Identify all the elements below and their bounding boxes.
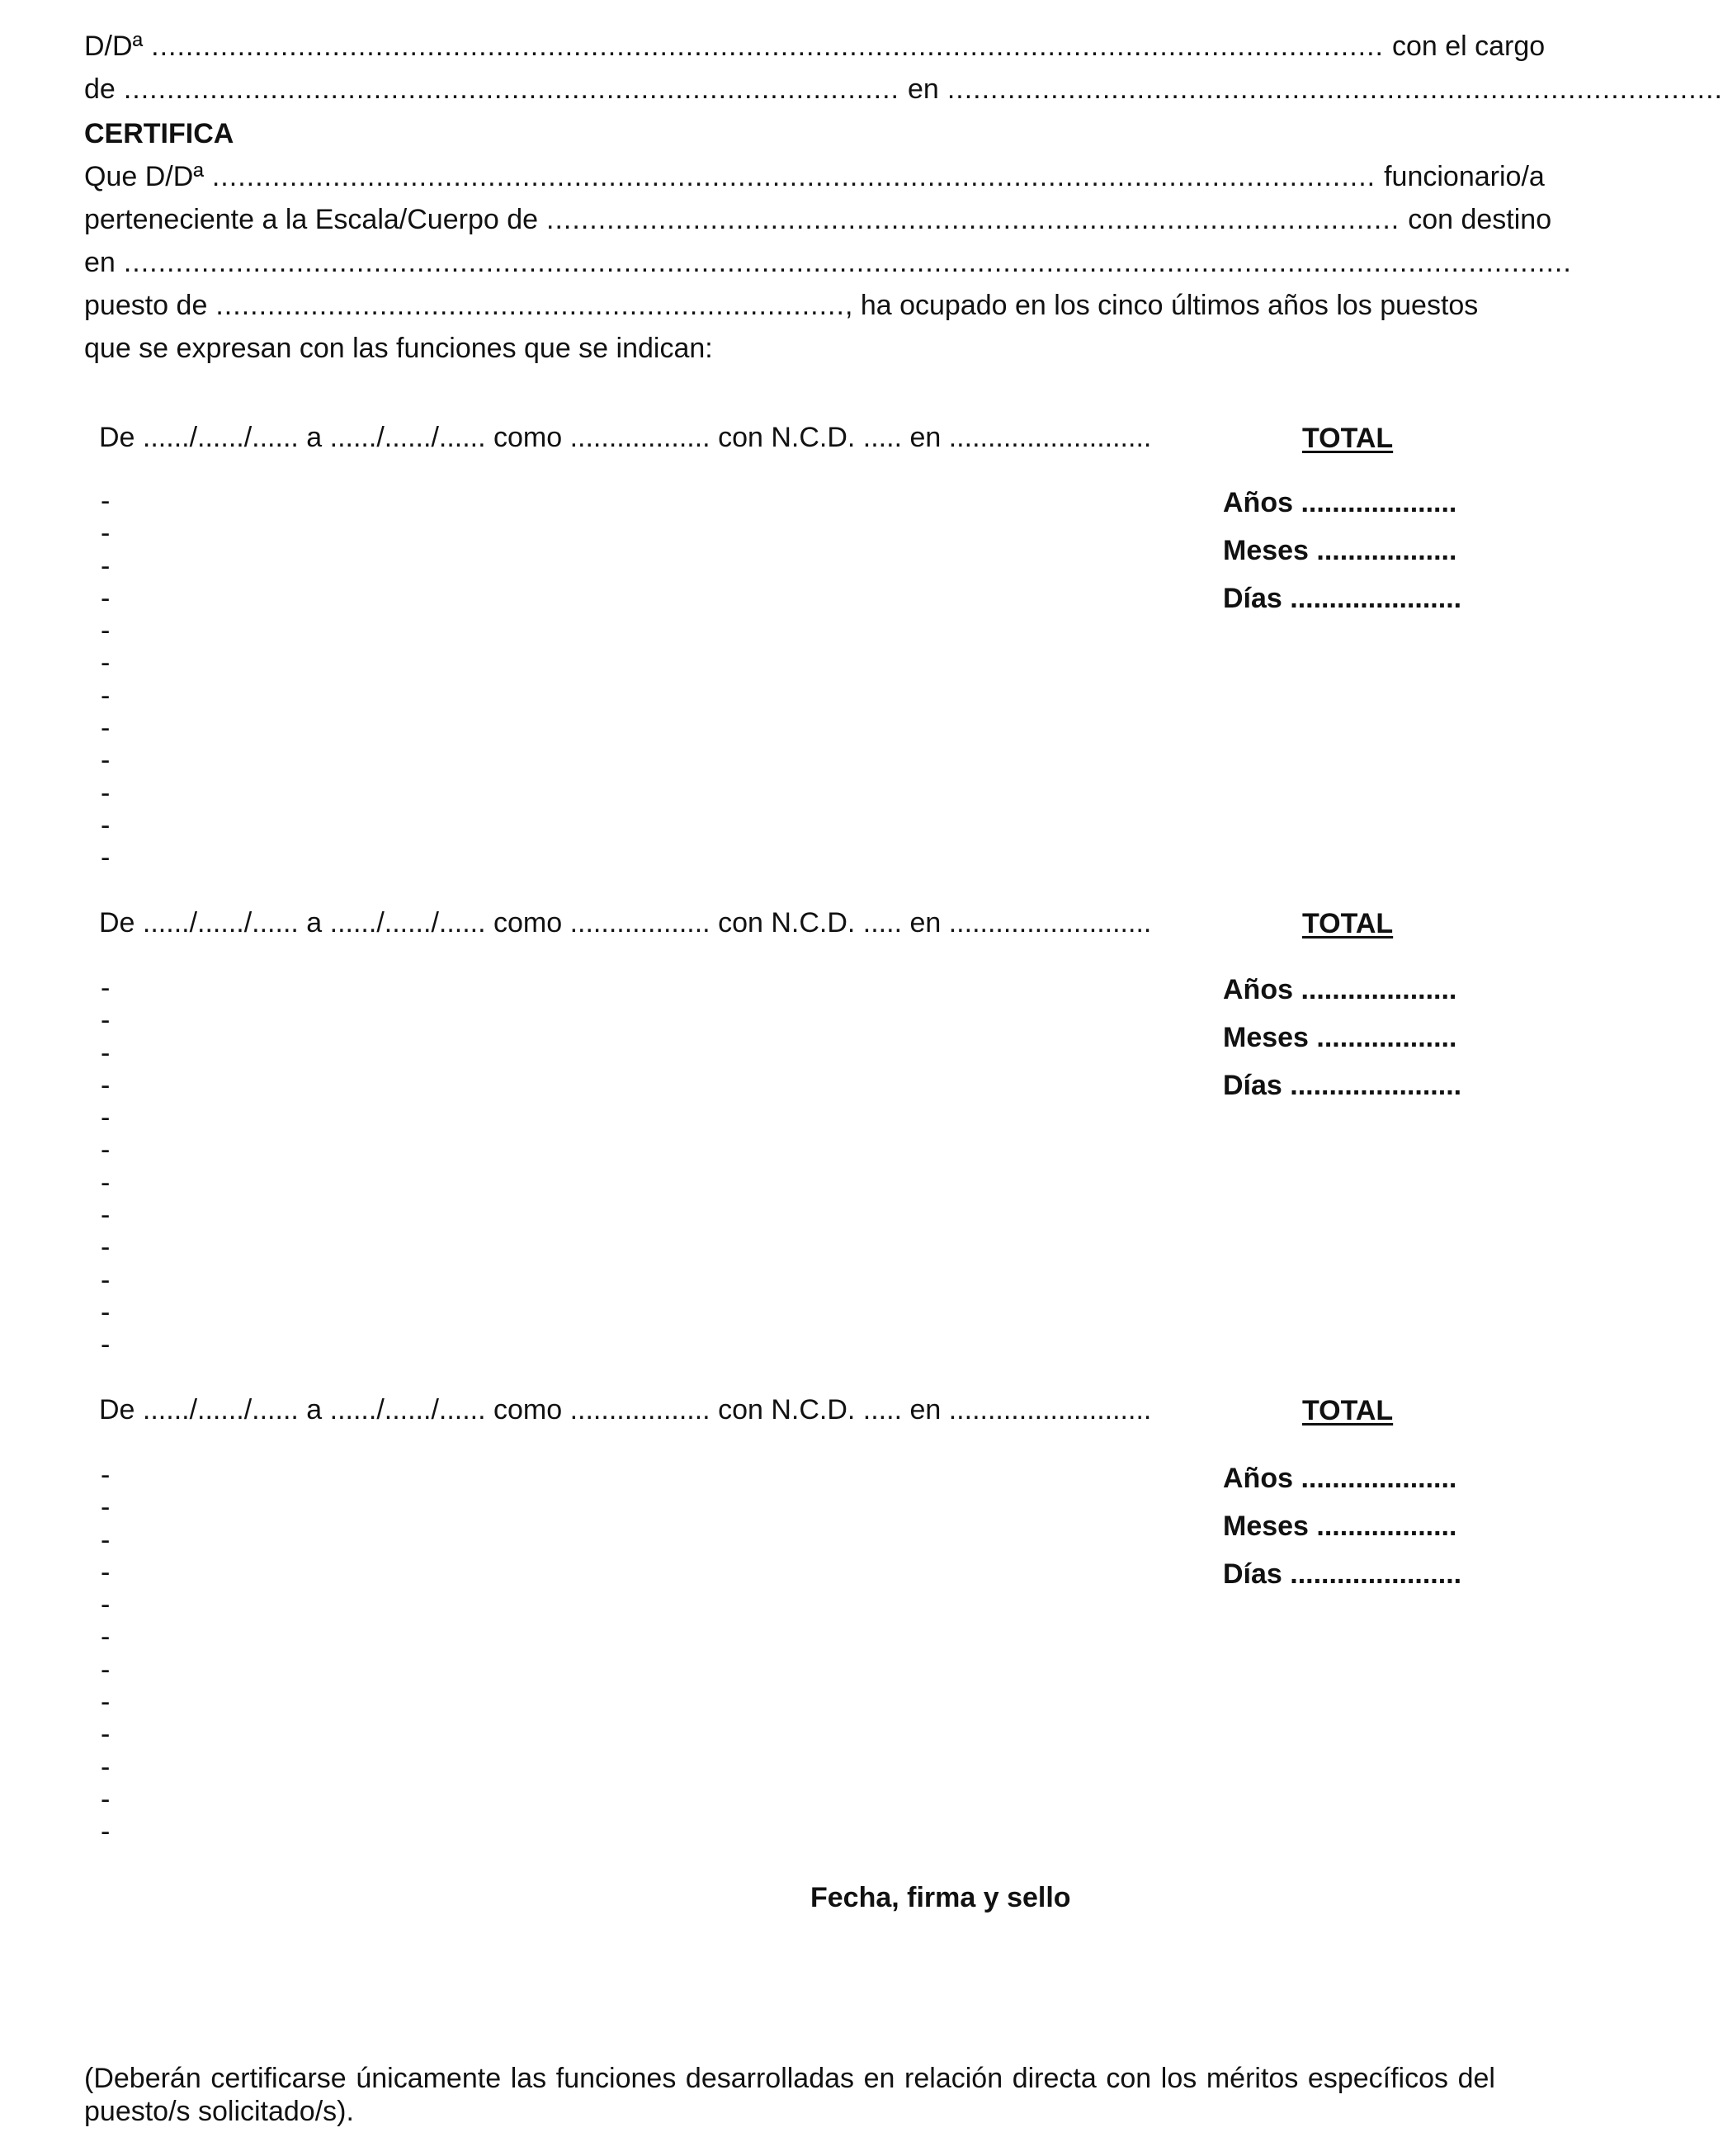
list-item[interactable]: - bbox=[101, 550, 111, 582]
destino-field-dots[interactable]: ........................................................................................................................................................................ bbox=[123, 247, 1572, 278]
period-head[interactable]: De ....../....../...... a ....../....../...... como .................. con N.C.D. ..... en .......................... bbox=[99, 422, 1152, 453]
name-field-dots[interactable]: ............................................................................................................................................... bbox=[151, 31, 1384, 62]
dias-field[interactable]: Días ...................... bbox=[1223, 583, 1462, 614]
totals-box bbox=[1223, 1454, 1461, 1598]
anos-field[interactable]: Años .................... bbox=[1223, 487, 1457, 518]
period-head[interactable]: De ....../....../...... a ....../....../...... como .................. con N.C.D. ..... en .......................... bbox=[99, 1394, 1152, 1426]
cargo-label: con el cargo bbox=[1391, 31, 1546, 62]
funcionario-label: funcionario/a bbox=[1384, 161, 1545, 192]
period-head[interactable]: De ....../....../...... a ....../....../...... como .................. con N.C.D. ..... en .......................... bbox=[99, 907, 1152, 939]
list-item[interactable]: - bbox=[101, 1751, 111, 1783]
escala-field-dots[interactable]: ................................................................................................... bbox=[546, 204, 1400, 235]
header-line-escala bbox=[84, 201, 1552, 238]
header-line-puesto bbox=[84, 287, 1487, 324]
list-item[interactable]: - bbox=[101, 712, 111, 745]
list-item[interactable]: - bbox=[101, 1524, 111, 1556]
list-item[interactable]: - bbox=[101, 745, 111, 777]
list-item[interactable]: - bbox=[101, 1686, 111, 1719]
list-item[interactable]: - bbox=[101, 1232, 111, 1264]
function-list bbox=[101, 485, 110, 875]
list-item[interactable]: - bbox=[101, 647, 111, 679]
header-line-funcionario bbox=[84, 158, 1545, 195]
meses-field[interactable]: Meses .................. bbox=[1223, 535, 1457, 566]
totals-box bbox=[1223, 966, 1461, 1109]
list-item[interactable]: - bbox=[101, 1166, 111, 1199]
dias-field[interactable]: Días ...................... bbox=[1223, 1558, 1462, 1590]
list-item[interactable]: - bbox=[101, 1816, 111, 1848]
destino-label: con destino bbox=[1408, 204, 1552, 235]
name-prefix: D/Dª bbox=[84, 31, 144, 62]
certifica-heading: CERTIFICA bbox=[84, 118, 234, 149]
puesto-field-dots[interactable]: ......................................................................... bbox=[215, 290, 845, 321]
en-label: en bbox=[908, 73, 939, 105]
signature-label: Fecha, firma y sello bbox=[810, 1882, 1071, 1913]
list-item[interactable]: - bbox=[101, 679, 111, 712]
list-item[interactable]: - bbox=[101, 1102, 111, 1134]
anos-field[interactable]: Años .................... bbox=[1223, 974, 1457, 1005]
puesto-prefix: puesto de bbox=[84, 290, 208, 321]
list-item[interactable]: - bbox=[101, 1783, 111, 1815]
cargo-field-dots[interactable]: .......................................................................................... bbox=[123, 73, 899, 105]
list-item[interactable]: - bbox=[101, 777, 111, 809]
meses-field[interactable]: Meses .................. bbox=[1223, 1511, 1457, 1542]
escala-prefix: perteneciente a la Escala/Cuerpo de bbox=[84, 204, 539, 235]
list-item[interactable]: - bbox=[101, 1069, 111, 1101]
list-item[interactable]: - bbox=[101, 485, 111, 517]
header-line-intro: que se expresan con las funciones que se indican: bbox=[84, 333, 713, 364]
que-prefix: Que D/Dª bbox=[84, 161, 204, 192]
list-item[interactable]: - bbox=[101, 1199, 111, 1232]
meses-field[interactable]: Meses .................. bbox=[1223, 1022, 1457, 1053]
list-item[interactable]: - bbox=[101, 1719, 111, 1751]
header-line-cargo bbox=[84, 71, 1723, 107]
header-line-name bbox=[84, 28, 1546, 64]
puesto-suffix: , ha ocupado en los cinco últimos años los puestos bbox=[844, 290, 1479, 321]
destino-prefix: en bbox=[84, 247, 116, 278]
footnote: (Deberán certificarse únicamente las funciones desarrolladas en relación directa con los méritos específicos del puesto/s solicitado/s). bbox=[84, 2063, 1495, 2127]
list-item[interactable]: - bbox=[101, 842, 111, 874]
cargo-prefix: de bbox=[84, 73, 116, 105]
list-item[interactable]: - bbox=[101, 1134, 111, 1166]
list-item[interactable]: - bbox=[101, 1492, 111, 1524]
list-item[interactable]: - bbox=[101, 1329, 111, 1361]
list-item[interactable]: - bbox=[101, 1653, 111, 1686]
list-item[interactable]: - bbox=[101, 809, 111, 841]
function-list bbox=[101, 972, 110, 1362]
list-item[interactable]: - bbox=[101, 615, 111, 647]
list-item[interactable]: - bbox=[101, 1556, 111, 1588]
list-item[interactable]: - bbox=[101, 972, 111, 1004]
total-label: TOTAL bbox=[1302, 1395, 1394, 1426]
header-line-destino bbox=[84, 244, 1572, 281]
list-item[interactable]: - bbox=[101, 518, 111, 550]
list-item[interactable]: - bbox=[101, 1621, 111, 1653]
function-list bbox=[101, 1459, 110, 1849]
list-item[interactable]: - bbox=[101, 1459, 111, 1491]
totals-box bbox=[1223, 479, 1461, 622]
list-item[interactable]: - bbox=[101, 1037, 111, 1069]
list-item[interactable]: - bbox=[101, 1589, 111, 1621]
list-item[interactable]: - bbox=[101, 1005, 111, 1037]
list-item[interactable]: - bbox=[101, 1264, 111, 1296]
dias-field[interactable]: Días ...................... bbox=[1223, 1070, 1462, 1101]
funcionario-field-dots[interactable]: ....................................................................................................................................... bbox=[211, 161, 1376, 192]
organismo-field-dots[interactable]: .......................................................................................... bbox=[946, 73, 1723, 105]
total-label: TOTAL bbox=[1302, 423, 1394, 454]
total-label: TOTAL bbox=[1302, 908, 1394, 939]
list-item[interactable]: - bbox=[101, 1296, 111, 1328]
list-item[interactable]: - bbox=[101, 582, 111, 614]
anos-field[interactable]: Años .................... bbox=[1223, 1463, 1457, 1494]
